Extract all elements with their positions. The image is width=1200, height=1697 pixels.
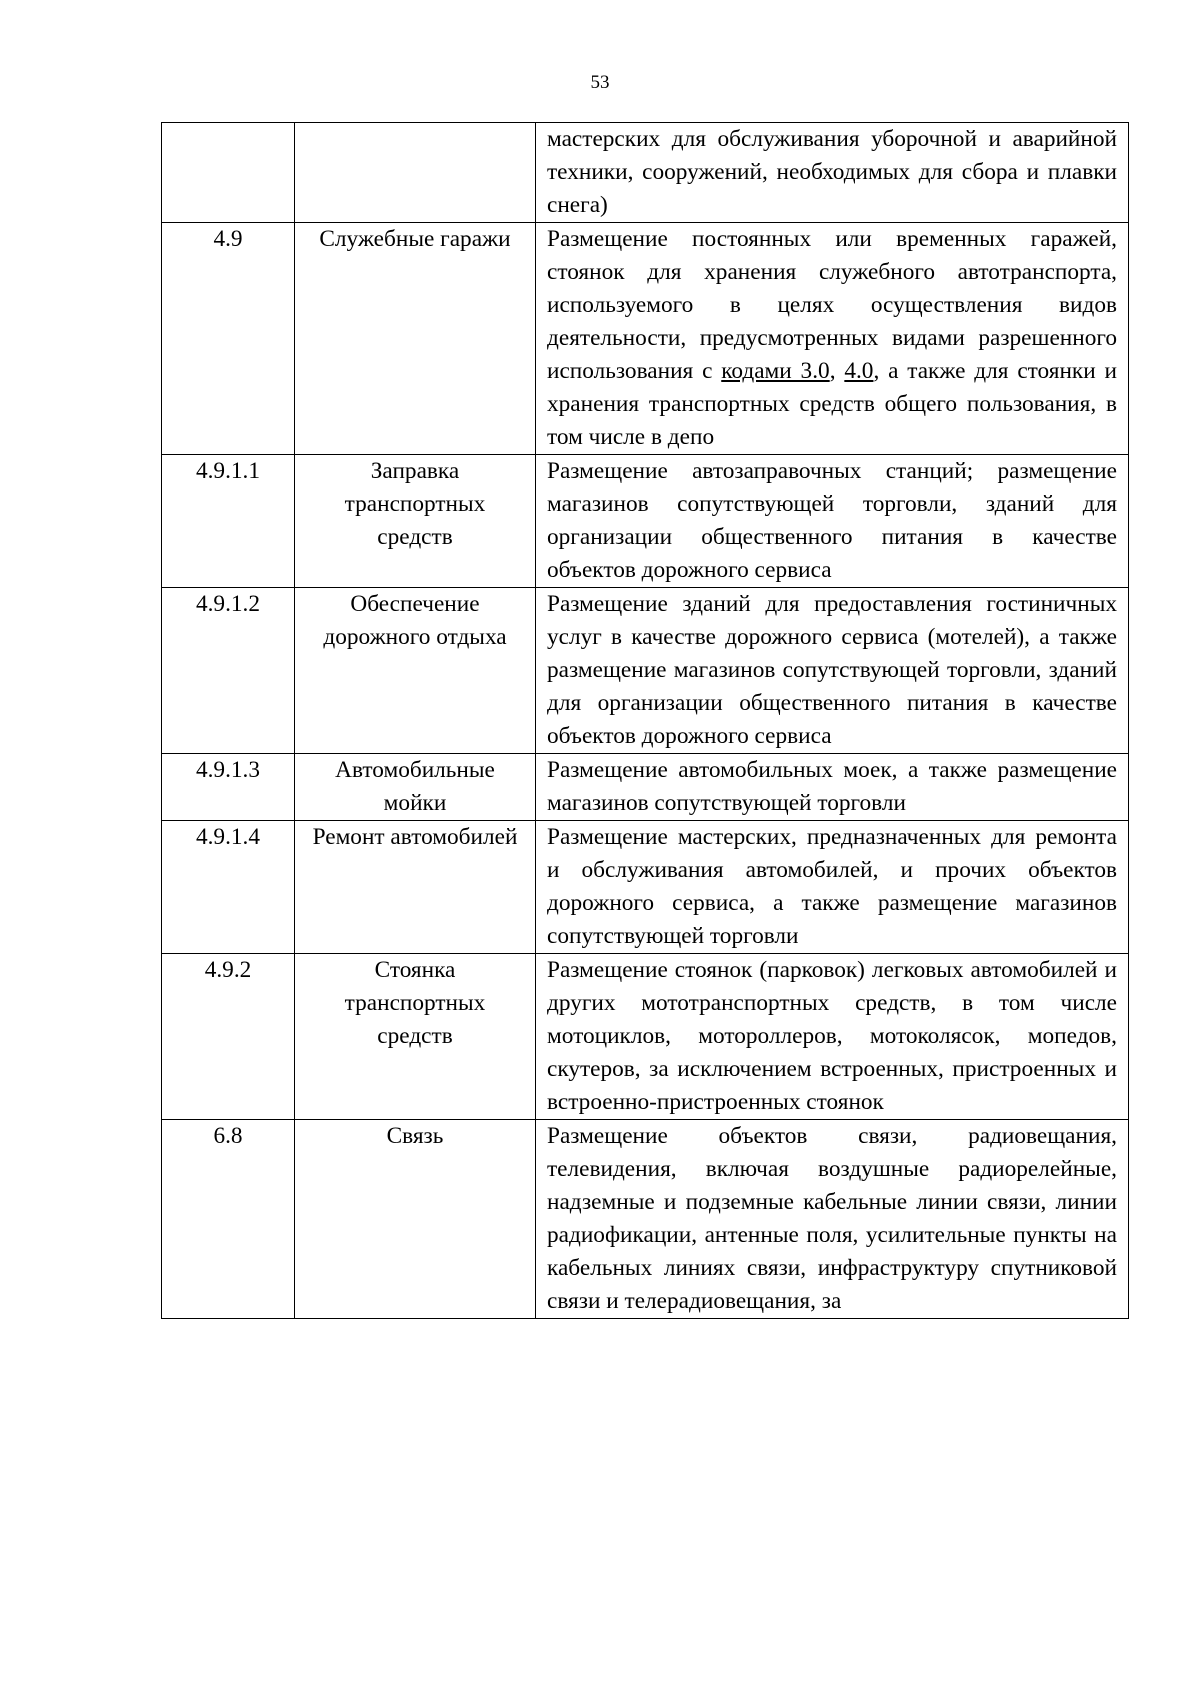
- table-row: [162, 954, 1129, 1120]
- table-row: [162, 123, 1129, 223]
- row-name: [295, 123, 536, 223]
- description-text: , а также для стоянки и хранения транспортных средств общего пользования, в том числе в депо: [547, 358, 1117, 450]
- row-code: [162, 123, 295, 223]
- row-name: Стоянка транспортных средств: [295, 954, 536, 1120]
- row-code: 4.9.1.3: [162, 754, 295, 821]
- row-name: Автомобильные мойки: [295, 754, 536, 821]
- row-name: Ремонт автомобилей: [295, 821, 536, 954]
- row-description: [536, 223, 1129, 455]
- row-description: Размещение автозаправочных станций; размещение магазинов сопутствующей торговли, зданий для организации общественного питания в качестве объектов дорожного сервиса: [536, 455, 1129, 588]
- row-description: Размещение объектов связи, радиовещания, телевидения, включая воздушные радиорелейные, надземные и подземные кабельные линии связи, линии радиофикации, антенные поля, усилительные пункты на кабельных линиях связи, инфраструктуру спутниковой связи и телерадиовещания, за: [536, 1120, 1129, 1319]
- description-separator: ,: [829, 358, 845, 384]
- row-code: 4.9: [162, 223, 295, 455]
- row-name: Заправка транспортных средств: [295, 455, 536, 588]
- code-link-3-0[interactable]: кодами 3.0: [721, 358, 830, 384]
- row-name: Обеспечение дорожного отдыха: [295, 588, 536, 754]
- row-code: 6.8: [162, 1120, 295, 1319]
- row-code: 4.9.1.4: [162, 821, 295, 954]
- row-description: Размещение мастерских, предназначенных для ремонта и обслуживания автомобилей, и прочих объектов дорожного сервиса, а также размещение магазинов сопутствующей торговли: [536, 821, 1129, 954]
- row-name: Связь: [295, 1120, 536, 1319]
- row-description: мастерских для обслуживания уборочной и аварийной техники, сооружений, необходимых для сбора и плавки снега): [536, 123, 1129, 223]
- table-row: [162, 455, 1129, 588]
- table-row: [162, 754, 1129, 821]
- table-row: [162, 588, 1129, 754]
- row-name: Служебные гаражи: [295, 223, 536, 455]
- page-number: 53: [590, 72, 610, 93]
- table-row: [162, 821, 1129, 954]
- row-code: 4.9.1.1: [162, 455, 295, 588]
- row-code: 4.9.1.2: [162, 588, 295, 754]
- row-code: 4.9.2: [162, 954, 295, 1120]
- land-use-table: [161, 122, 1129, 1319]
- row-description: Размещение стоянок (парковок) легковых автомобилей и других мототранспортных средств, в том числе мотоциклов, мотороллеров, мотоколясок, мопедов, скутеров, за исключением встроенных, пристроенных и встроенно-пристроенных стоянок: [536, 954, 1129, 1120]
- table-row: [162, 1120, 1129, 1319]
- code-link-4-0[interactable]: 4.0: [844, 358, 874, 384]
- description-text: Размещение постоянных или временных гаражей, стоянок для хранения служебного автотранспорта, используемого в целях осуществления видов деятельности, предусмотренных видами разрешенного использования с: [547, 226, 1117, 384]
- row-description: Размещение автомобильных моек, а также размещение магазинов сопутствующей торговли: [536, 754, 1129, 821]
- table-row: [162, 223, 1129, 455]
- row-description: Размещение зданий для предоставления гостиничных услуг в качестве дорожного сервиса (мотелей), а также размещение магазинов сопутствующей торговли, зданий для организации общественного питания в качестве объектов дорожного сервиса: [536, 588, 1129, 754]
